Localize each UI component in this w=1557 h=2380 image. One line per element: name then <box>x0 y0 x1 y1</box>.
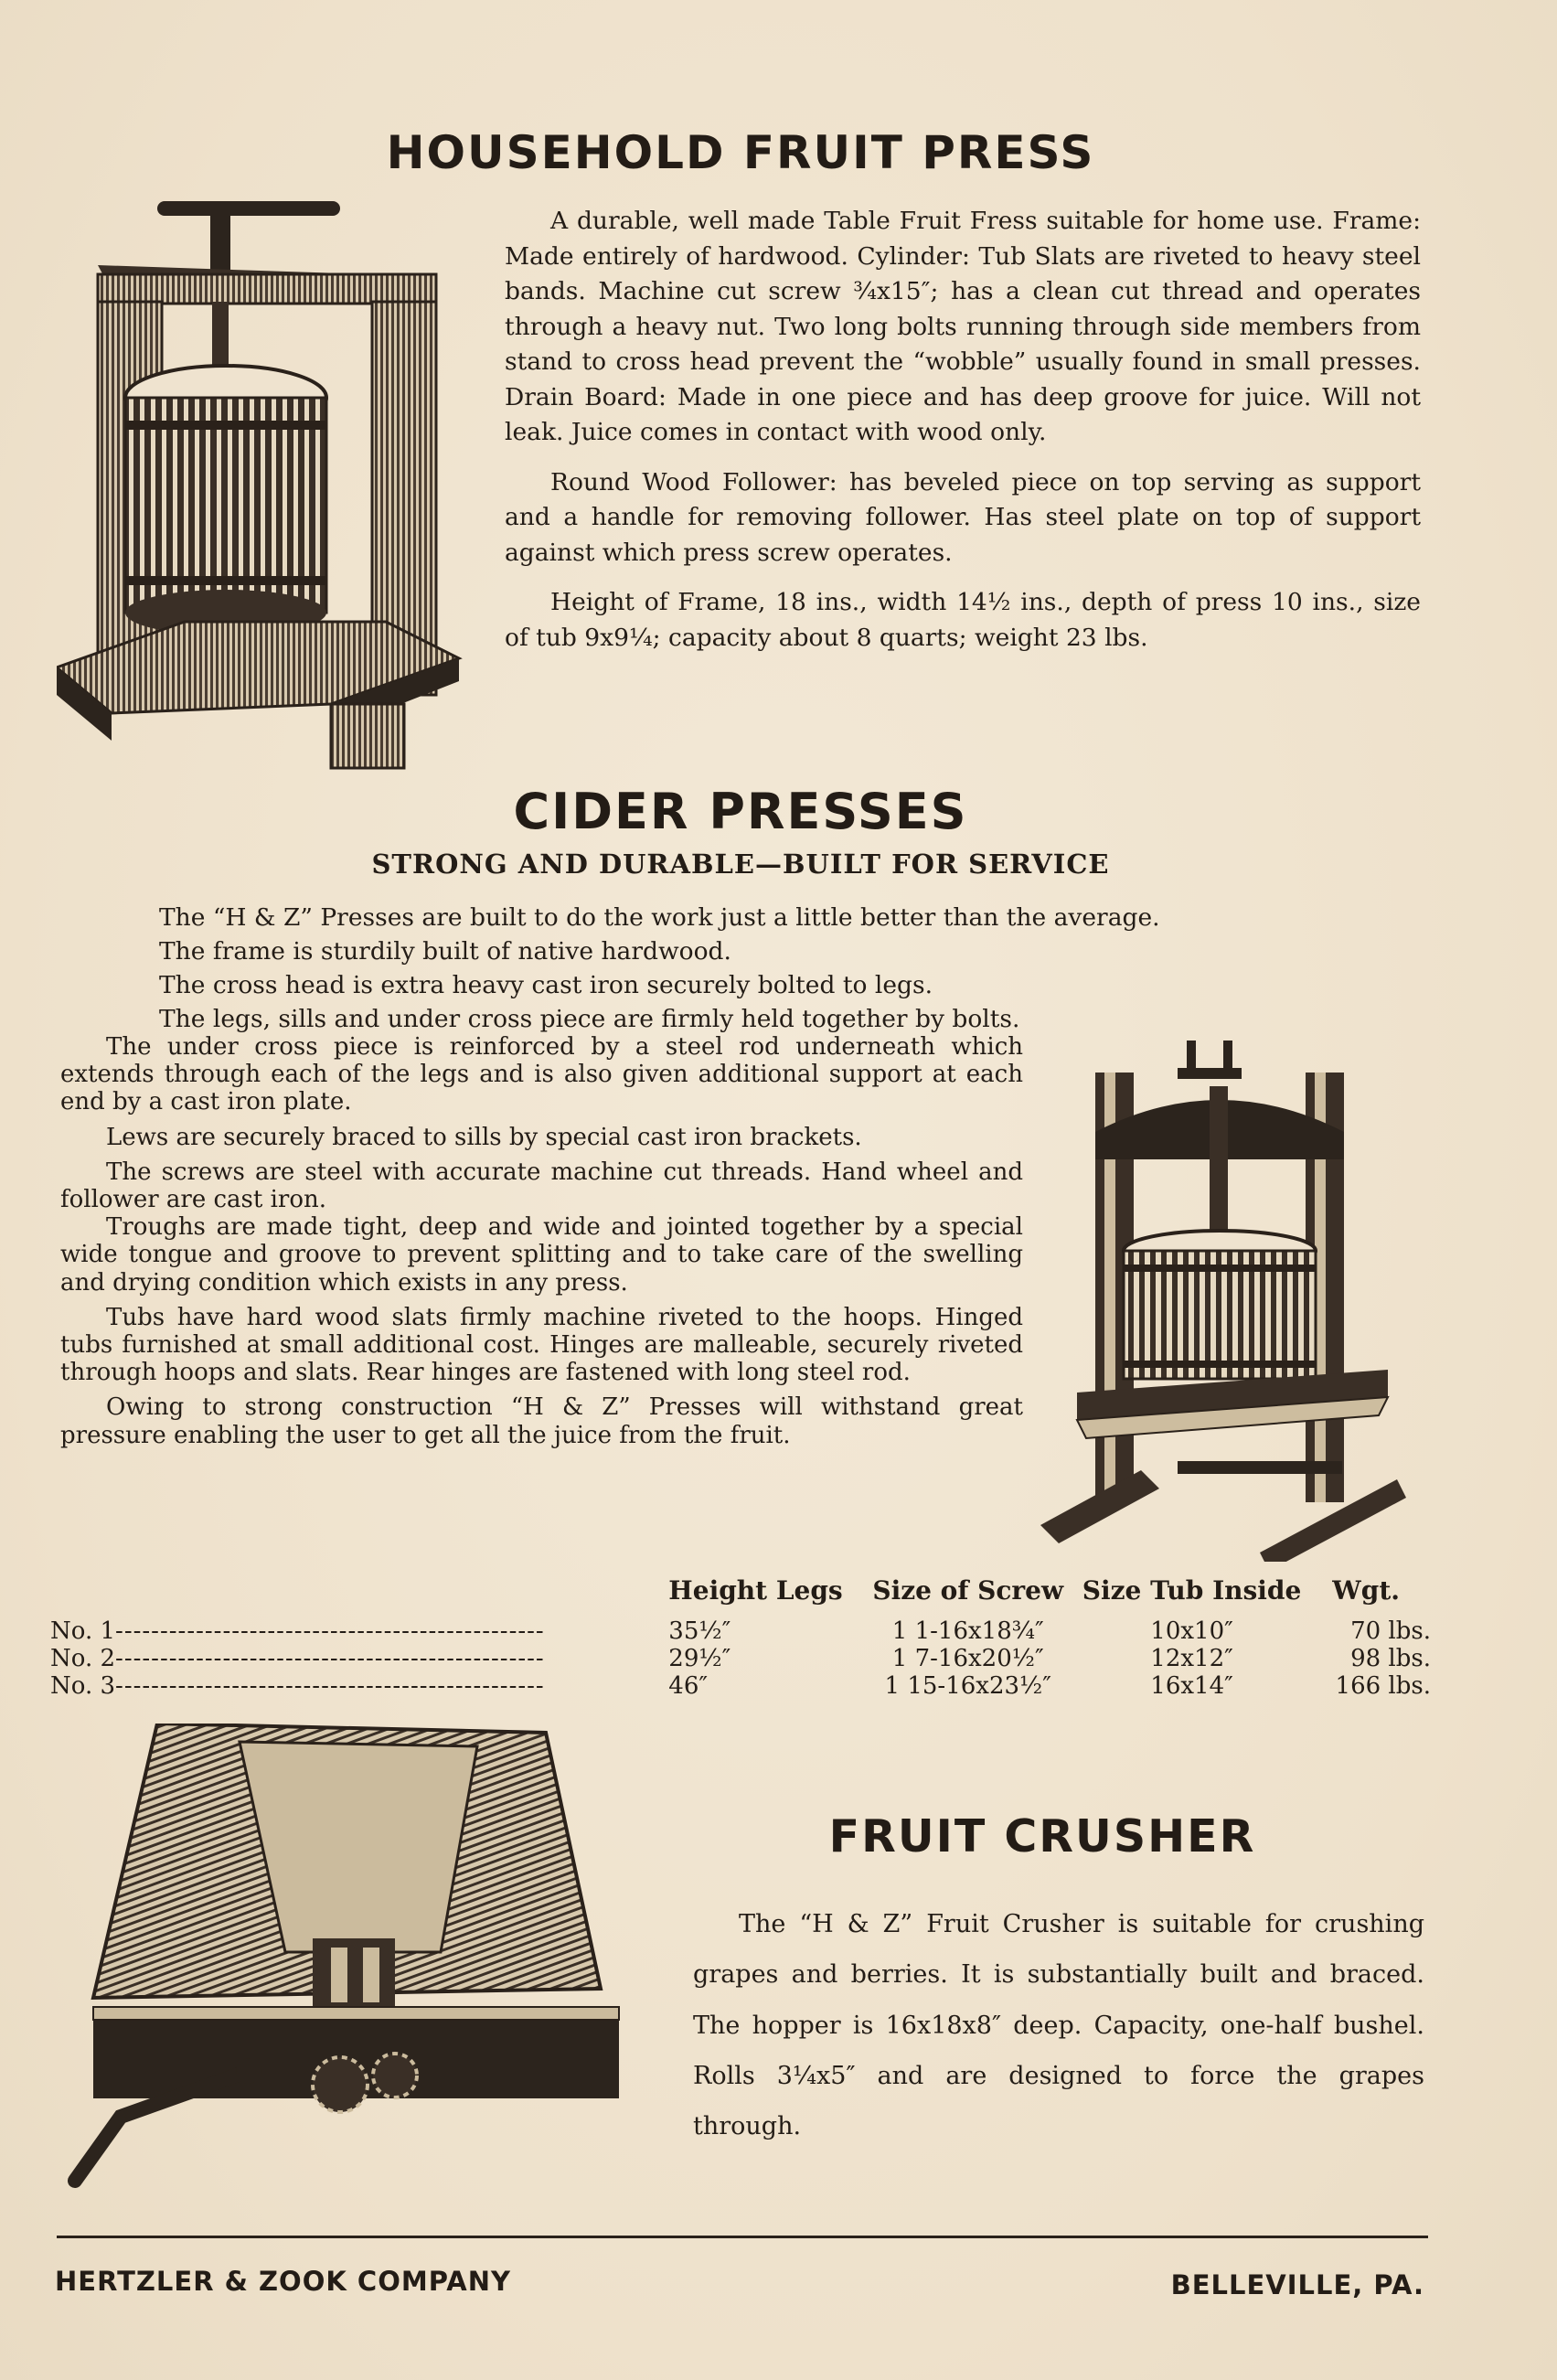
cider-paragraph: Tubs have hard wood slats firmly machine riveted to the hoops. Hinged tubs furnished at small additional cost. Hinges are malleable, securely riveted through hoops and slats. Rear hinges are fastened with long steel rod. <box>60 1303 1023 1387</box>
model-label: No. 1 <box>50 1617 116 1645</box>
weight-value: 98 lbs. <box>1350 1645 1431 1672</box>
fruit-press-title: HOUSEHOLD FRUIT PRESS <box>386 126 1095 179</box>
cider-presses-subtitle: STRONG AND DURABLE—BUILT FOR SERVICE <box>371 848 1110 880</box>
footer-location: BELLEVILLE, PA. <box>1170 2269 1424 2300</box>
header-height-legs: Height Legs <box>668 1575 843 1606</box>
cider-intro-line: The legs, sills and under cross piece are firmly held together by bolts. <box>159 1005 1020 1033</box>
fruit-crusher-illustration <box>57 1724 642 2199</box>
cider-paragraph: Lews are securely braced to sills by special cast iron brackets. <box>106 1123 862 1151</box>
cider-intro-line: The “H & Z” Presses are built to do the work just a little better than the average. <box>159 903 1160 932</box>
model-label: No. 2 <box>50 1645 116 1672</box>
cider-intro-line: The cross head is extra heavy cast iron securely bolted to legs. <box>159 971 933 999</box>
fruit-press-paragraph: A durable, well made Table Fruit Fress suitable for home use. Frame: Made entirely of hardwood. Cylinder: Tub Slats are riveted to heavy steel bands. Machine cut screw ¾x15″; has a clean cut thread and operates through a heavy nut. Two long bolts running through side members from stand to cross head prevent the “wobble” usually found in small presses. Drain Board: Made in one piece and has deep groove for juice. Will not leak. Juice comes in contact with wood only. <box>505 207 1421 446</box>
cider-intro-lines <box>113 901 1393 1036</box>
header-size-tub: Size Tub Inside <box>1082 1575 1302 1606</box>
height-legs-value: 46″ <box>668 1672 709 1700</box>
table-row <box>50 1645 1431 1672</box>
cider-presses-description <box>60 1033 1023 1449</box>
tub-size-value: 16x14″ <box>1150 1672 1233 1700</box>
cider-paragraph: Troughs are made tight, deep and wide and jointed together by a special wide tongue and groove to prevent splitting and to take care of the swelling and drying condition which exists in any press. <box>60 1213 1023 1297</box>
cider-presses-title: CIDER PRESSES <box>513 783 968 840</box>
cider-paragraph: The under cross piece is reinforced by a steel rod underneath which extends through each of the legs and is also given additional support at each end by a cast iron plate. <box>60 1033 1023 1116</box>
cider-paragraph: Owing to strong construction “H & Z” Presses will withstand great pressure enabling the user to get all the juice from the fruit. <box>60 1393 1023 1449</box>
fruit-press-illustration <box>57 192 486 777</box>
weight-value: 70 lbs. <box>1350 1617 1431 1645</box>
cider-intro-line: The frame is sturdily built of native hardwood. <box>159 937 731 966</box>
fruit-press-paragraph: Height of Frame, 18 ins., width 14½ ins., depth of press 10 ins., size of tub 9x9¼; capacity about 8 quarts; weight 23 lbs. <box>505 588 1421 652</box>
header-weight: Wgt. <box>1332 1575 1401 1606</box>
tub-size-value: 12x12″ <box>1150 1645 1233 1672</box>
screw-size-value: 1 7-16x20½″ <box>891 1645 1044 1672</box>
dot-leader: ------------------------------------------------ <box>115 1645 545 1672</box>
fruit-crusher-description <box>693 1899 1424 2166</box>
dot-leader: ------------------------------------------------ <box>115 1672 545 1700</box>
spec-table-header <box>50 1577 1431 1617</box>
footer-divider <box>57 2236 1428 2238</box>
screw-size-value: 1 1-16x18¾″ <box>891 1617 1044 1645</box>
cider-press-spec-table <box>50 1577 1431 1700</box>
model-label: No. 3 <box>50 1672 116 1700</box>
table-row <box>50 1617 1431 1645</box>
footer-company: HERTZLER & ZOOK COMPANY <box>55 2266 512 2297</box>
height-legs-value: 35½″ <box>668 1617 731 1645</box>
fruit-press-description <box>505 204 1421 670</box>
tub-size-value: 10x10″ <box>1150 1617 1233 1645</box>
fruit-press-paragraph: Round Wood Follower: has beveled piece on top serving as support and a handle for removing follower. Has steel plate on top of support against which press screw operates. <box>505 467 1421 567</box>
dot-leader: ------------------------------------------------ <box>115 1617 545 1645</box>
weight-value: 166 lbs. <box>1335 1672 1431 1700</box>
header-size-screw: Size of Screw <box>872 1575 1064 1606</box>
fruit-crusher-title: FRUIT CRUSHER <box>828 1810 1256 1862</box>
height-legs-value: 29½″ <box>668 1645 731 1672</box>
table-row <box>50 1672 1431 1700</box>
cider-press-illustration <box>1040 1031 1424 1562</box>
screw-size-value: 1 15-16x23½″ <box>884 1672 1051 1700</box>
fruit-crusher-paragraph: The “H & Z” Fruit Crusher is suitable for crushing grapes and berries. It is substantially built and braced. The hopper is 16x18x8″ deep. Capacity, one-half bushel. Rolls 3¼x5″ and are designed to force the grapes through. <box>693 1910 1424 2141</box>
cider-paragraph: The screws are steel with accurate machine cut threads. Hand wheel and follower are cast iron. <box>60 1158 1023 1214</box>
